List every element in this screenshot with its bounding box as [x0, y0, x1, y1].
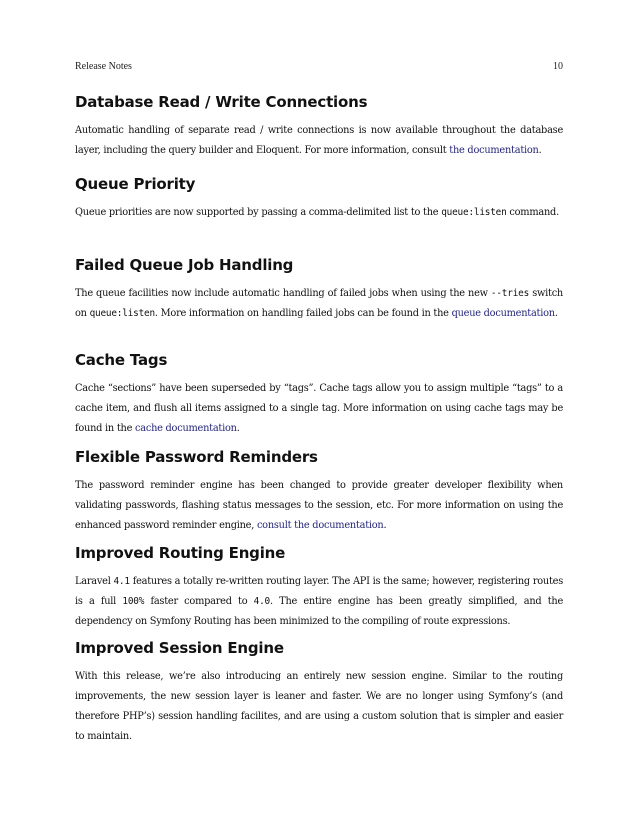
header-title: Release Notes: [75, 61, 132, 72]
section-queue-priority: [75, 174, 563, 223]
section-heading: Improved Routing Engine: [75, 544, 286, 562]
section-paragraph: Queue priorities are now supported by passing a comma-delimited list to the queue:listen command.: [75, 207, 559, 218]
section-heading: Database Read / Write Connections: [75, 93, 368, 111]
section-session-engine: [75, 638, 563, 747]
section-paragraph: Automatic handling of separate read / write connections is now available throughout the database layer, including the query builder and Eloquent. For more information, consult the documentation.: [75, 125, 563, 156]
section-cache-tags: [75, 350, 563, 439]
section-routing-engine: [75, 543, 563, 632]
cache-documentation-link[interactable]: cache documentation: [135, 423, 237, 434]
section-password-reminders: [75, 447, 563, 536]
page-number: 10: [553, 61, 563, 72]
inline-code: --tries: [490, 288, 530, 299]
section-heading: Flexible Password Reminders: [75, 448, 318, 466]
inline-number: 4.0: [253, 596, 271, 607]
section-paragraph: Laravel 4.1 features a totally re-written routing layer. The API is the same; however, registering routes is a full 100% faster compared to 4.0. The entire engine has been greatly simplified, and the dependency on Symfony Routing has been minimized to the compiling of route expressions.: [75, 576, 563, 627]
section-heading: Failed Queue Job Handling: [75, 256, 294, 274]
section-paragraph: With this release, we’re also introducing an entirely new session engine. Similar to the routing improvements, the new session layer is leaner and faster. We are no longer using Symfony’s (and therefore PHP’s) session handling facilites, and are using a custom solution that is simpler and easier to maintain.: [75, 671, 563, 742]
queue-documentation-link[interactable]: queue documentation: [451, 308, 555, 319]
inline-code: queue:listen: [441, 207, 507, 218]
section-heading: Queue Priority: [75, 175, 196, 193]
inline-number: 4.1: [113, 576, 130, 587]
documentation-link[interactable]: the documentation: [449, 145, 539, 156]
section-failed-queue-jobs: [75, 255, 563, 324]
inline-code: queue:listen: [89, 308, 155, 319]
section-heading: Improved Session Engine: [75, 639, 284, 657]
consult-documentation-link[interactable]: consult the documentation: [256, 520, 384, 531]
section-database-connections: [75, 92, 563, 161]
inline-number: 100%: [122, 596, 145, 607]
section-paragraph: Cache “sections” have been superseded by “tags”. Cache tags allow you to assign multiple “tags” to a cache item, and flush all items assigned to a single tag. More information on using cache tags may be found in the cache documentation.: [75, 383, 563, 434]
section-paragraph: The queue facilities now include automatic handling of failed jobs when using the new --tries switch on queue:listen. More information on handling failed jobs can be found in the queue documentation.: [75, 288, 563, 319]
section-heading: Cache Tags: [75, 351, 168, 369]
section-paragraph: The password reminder engine has been changed to provide greater developer flexibility when validating passwords, flashing status messages to the session, etc. For more information on using the enhanced password reminder engine, consult the documentation.: [75, 480, 563, 531]
